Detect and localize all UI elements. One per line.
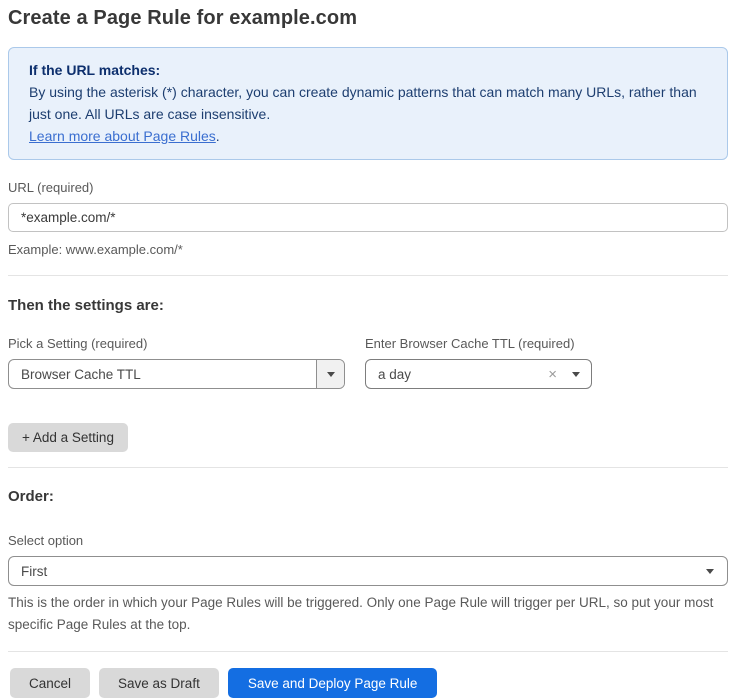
info-box-body: By using the asterisk (*) character, you can create dynamic patterns that can match many URLs, rather than just one. All URLs are case insensitive. <box>29 84 697 122</box>
caret-down-icon <box>327 372 335 377</box>
caret-down-icon <box>572 372 580 377</box>
order-helper-text: This is the order in which your Page Rules will be triggered. Only one Page Rule will trigger per URL, so put your most specific Page Rules at the top. <box>8 595 714 632</box>
info-box-heading: If the URL matches: <box>29 62 161 78</box>
link-period: . <box>215 128 220 144</box>
order-select[interactable] <box>8 556 728 586</box>
clear-icon[interactable]: × <box>548 365 557 383</box>
caret-down-icon <box>706 569 714 574</box>
settings-section-heading: Then the settings are: <box>8 297 164 314</box>
save-as-draft-button[interactable]: Save as Draft <box>99 668 219 698</box>
url-input[interactable] <box>8 203 728 232</box>
learn-more-link[interactable]: Learn more about Page Rules <box>29 128 216 144</box>
settings-row <box>8 336 728 389</box>
form-actions <box>10 668 728 698</box>
ttl-value-label: Enter Browser Cache TTL (required) <box>365 336 575 351</box>
pick-setting-label: Pick a Setting (required) <box>8 336 148 351</box>
url-example-helper: Example: www.example.com/* <box>8 242 183 257</box>
pick-setting-value: Browser Cache TTL <box>21 366 141 382</box>
select-arrow-section[interactable] <box>316 360 344 388</box>
page-title: Create a Page Rule for example.com <box>8 7 358 29</box>
ttl-selected-value: a day <box>378 366 412 382</box>
divider <box>8 651 728 652</box>
order-selected-value: First <box>21 563 48 579</box>
url-field-label: URL (required) <box>8 180 94 195</box>
pick-setting-select[interactable] <box>8 359 345 389</box>
order-section-heading: Order: <box>8 488 54 505</box>
cancel-button[interactable]: Cancel <box>10 668 90 698</box>
order-select-label: Select option <box>8 533 84 548</box>
url-match-info-box <box>8 47 728 160</box>
ttl-value-select[interactable] <box>365 359 592 389</box>
add-setting-button[interactable]: + Add a Setting <box>8 423 128 452</box>
divider <box>8 467 728 468</box>
save-and-deploy-button[interactable]: Save and Deploy Page Rule <box>228 668 438 698</box>
divider <box>8 275 728 276</box>
